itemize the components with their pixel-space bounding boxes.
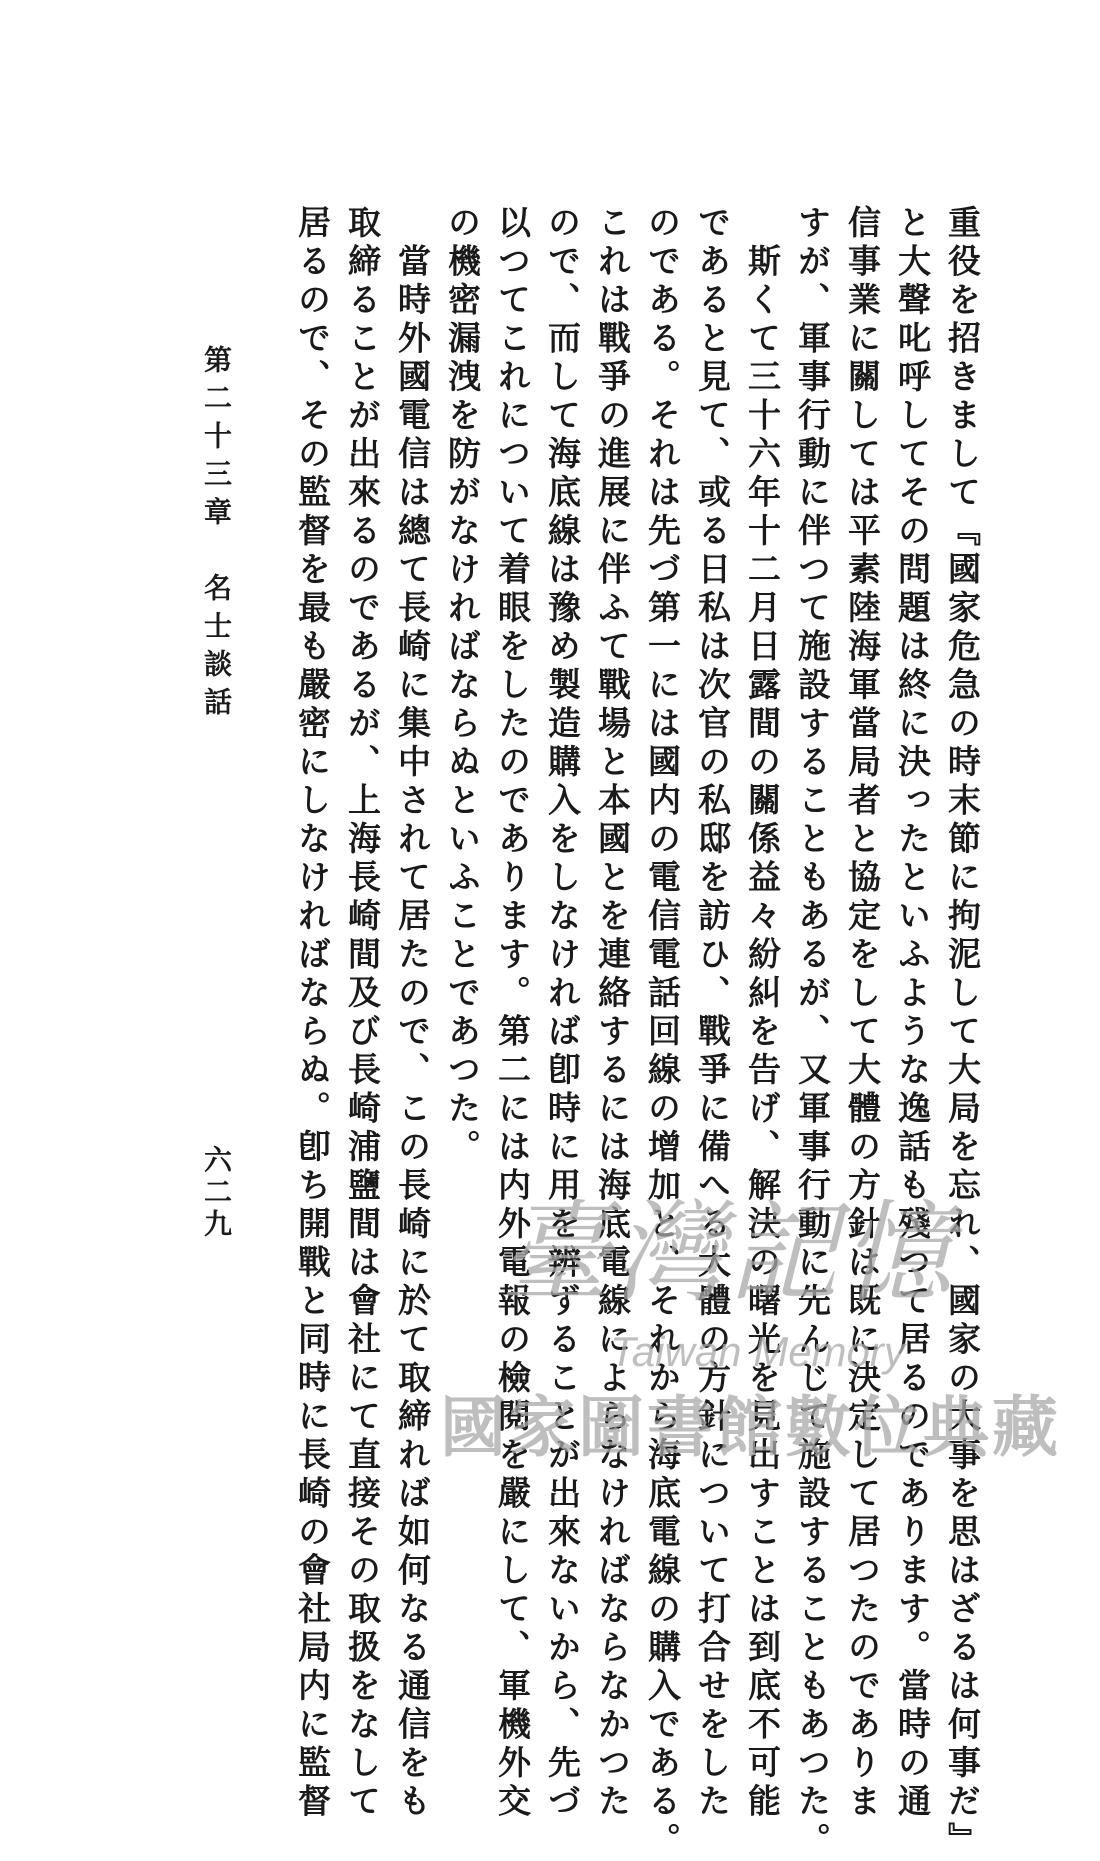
watermark	[440, 1188, 1061, 1488]
text-column-14: 居るので、その監督を最も嚴密にしなければならぬ。卽ち開戰と同時に長崎の會社局内に監督	[293, 205, 332, 1822]
text-column-4: すが、軍事行動に伴つて施設することもあるが、又軍事行動に先んじて施設することもあつた。	[793, 205, 832, 1861]
page-number: 六二九	[200, 1145, 233, 1241]
text-column-2: と大聲叱呼してその問題は終に決ったといふような逸話も殘つて居るのであります。當時の通	[893, 205, 932, 1822]
watermark-latin: Taiwan Memory	[610, 1328, 905, 1375]
text-column-11: の機密漏洩を防がなければならぬといふことであつた。	[443, 205, 482, 1168]
text-column-8: これは戰爭の進展に伴ふて戰場と本國とを連絡するには海底電線によらなければならなかつた	[593, 205, 632, 1822]
text-column-5: 斯くて三十六年十二月日露間の關係益々紛糾を告げ、解決の曙光を見出すことは到底不可能	[743, 205, 782, 1822]
running-head: 第二十三章 名士談話	[200, 345, 233, 725]
text-column-7: のである。それは先づ第一には國内の電信電話回線の增加と、それから海底電線の購入である。	[643, 205, 682, 1861]
text-column-9: ので、而して海底線は豫め製造購入をしなければ卽時に用を辨ずることが出來ないから、先づ	[543, 205, 582, 1822]
watermark-script: 臺灣記憶	[500, 1189, 956, 1317]
text-column-12: 當時外國電信は總て長崎に集中されて居たので、この長崎に於て取締れば如何なる通信をも	[393, 205, 432, 1822]
text-column-10: 以つてこれについて着眼をしたのであります。第二には内外電報の檢閱を嚴にして、軍機外交	[493, 205, 532, 1822]
text-column-6: であると見て、或る日私は次官の私邸を訪ひ、戰爭に備へる大體の方針について打合せをした	[693, 205, 732, 1822]
text-column-3: 信事業に關しては平素陸海軍當局者と協定をして大體の方針は既に決定して居つたのでありま	[843, 205, 882, 1822]
watermark-library: 國家圖書館數位典藏	[440, 1389, 1061, 1466]
text-column-1: 重役を招きまして『國家危急の時末節に拘泥して大局を忘れ、國家の大事を思はざるは何事だ』	[943, 205, 982, 1861]
text-column-13: 取締ることが出來るのであるが、上海長崎間及び長崎浦鹽間は會社にて直接その取扱をなして	[343, 205, 382, 1822]
